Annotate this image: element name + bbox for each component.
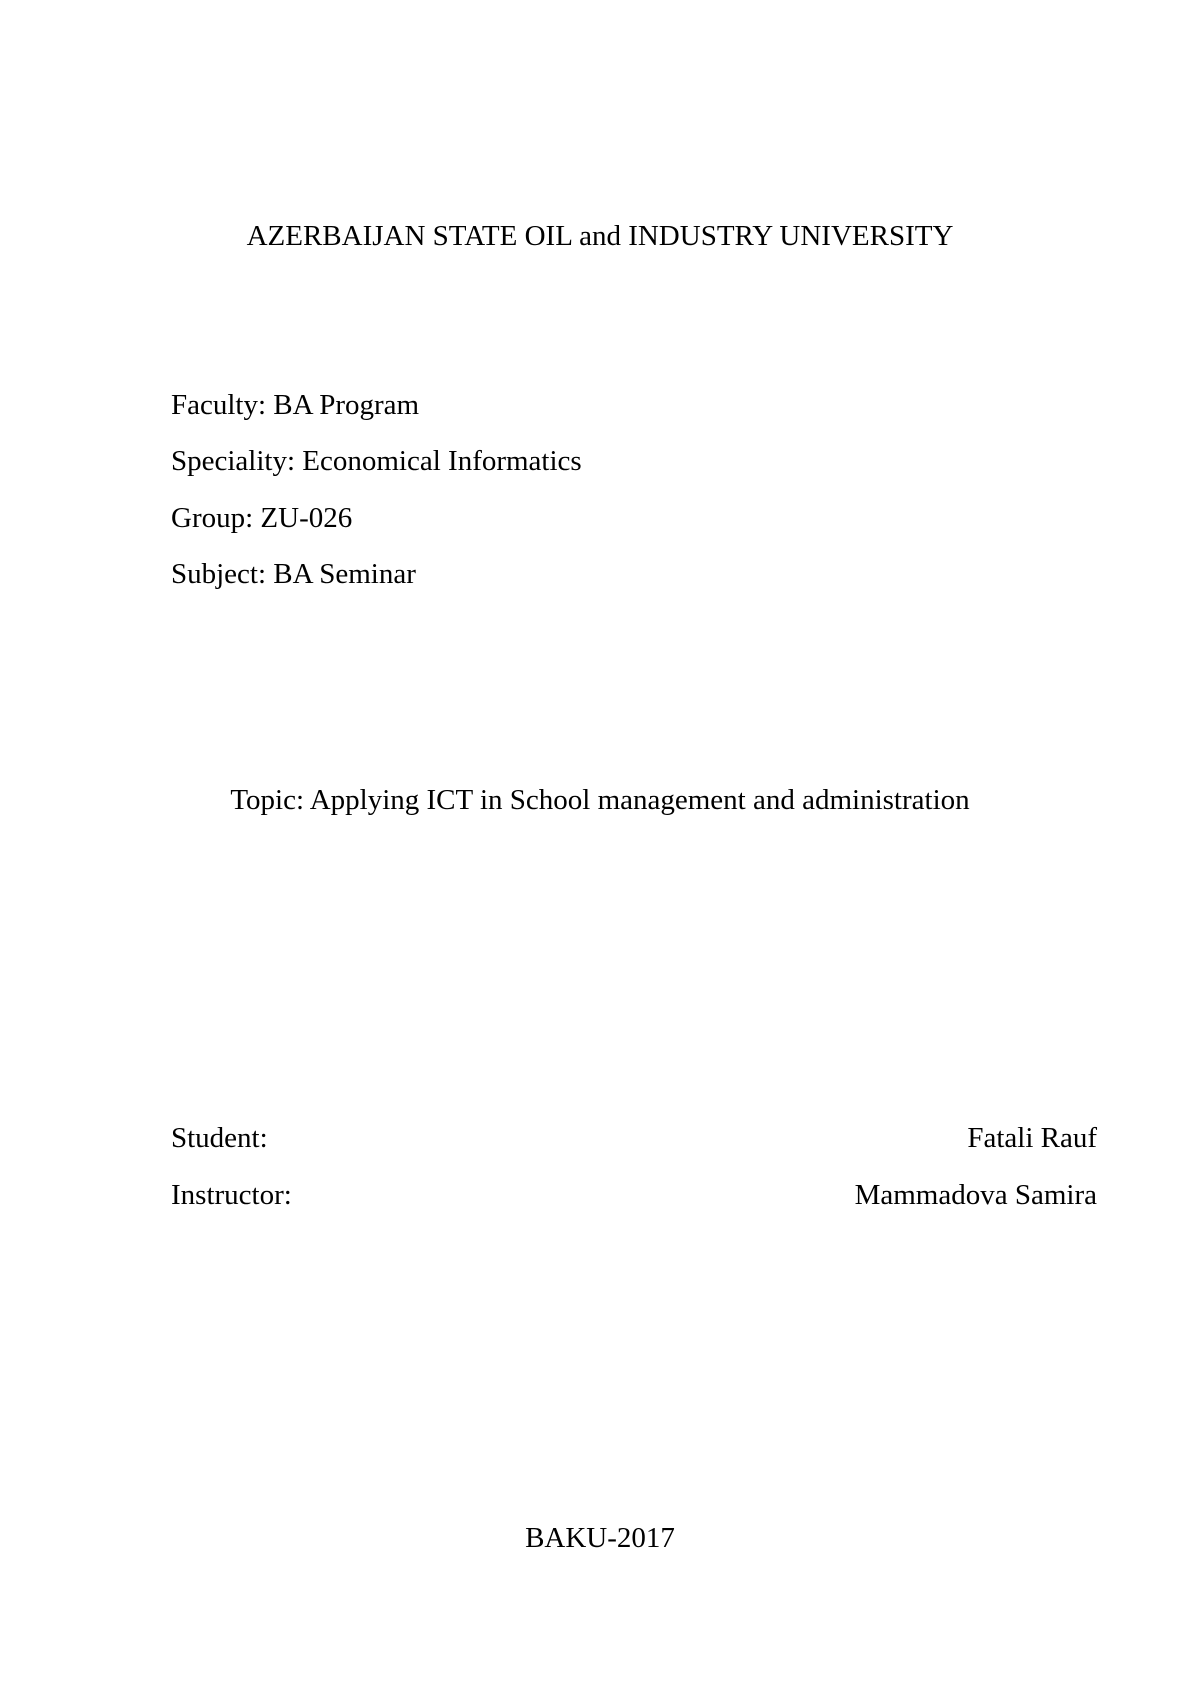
subject-label: Subject: bbox=[171, 558, 267, 590]
subject-value: BA Seminar bbox=[273, 558, 416, 590]
faculty-label: Faculty: bbox=[171, 389, 267, 421]
instructor-label: Instructor: bbox=[171, 1179, 292, 1211]
subject-line bbox=[171, 556, 416, 592]
speciality-label: Speciality: bbox=[171, 445, 296, 477]
student-label: Student: bbox=[171, 1122, 268, 1154]
footer-city-year: BAKU-2017 bbox=[525, 1522, 675, 1554]
speciality-line bbox=[171, 443, 582, 479]
faculty-value: BA Program bbox=[273, 389, 420, 421]
group-line bbox=[171, 500, 352, 536]
instructor-name: Mammadova Samira bbox=[854, 1179, 1097, 1211]
topic-label: Topic: bbox=[230, 784, 305, 816]
faculty-line bbox=[171, 387, 419, 423]
topic-line bbox=[0, 782, 1200, 818]
institution-title bbox=[0, 218, 1200, 254]
institution-name: AZERBAIJAN STATE OIL and INDUSTRY UNIVERSITY bbox=[246, 220, 954, 252]
topic-value: Applying ICT in School management and administration bbox=[309, 784, 970, 816]
group-value: ZU-026 bbox=[260, 502, 353, 534]
student-name: Fatali Rauf bbox=[967, 1122, 1097, 1154]
group-label: Group: bbox=[171, 502, 254, 534]
speciality-value: Economical Informatics bbox=[302, 445, 582, 477]
